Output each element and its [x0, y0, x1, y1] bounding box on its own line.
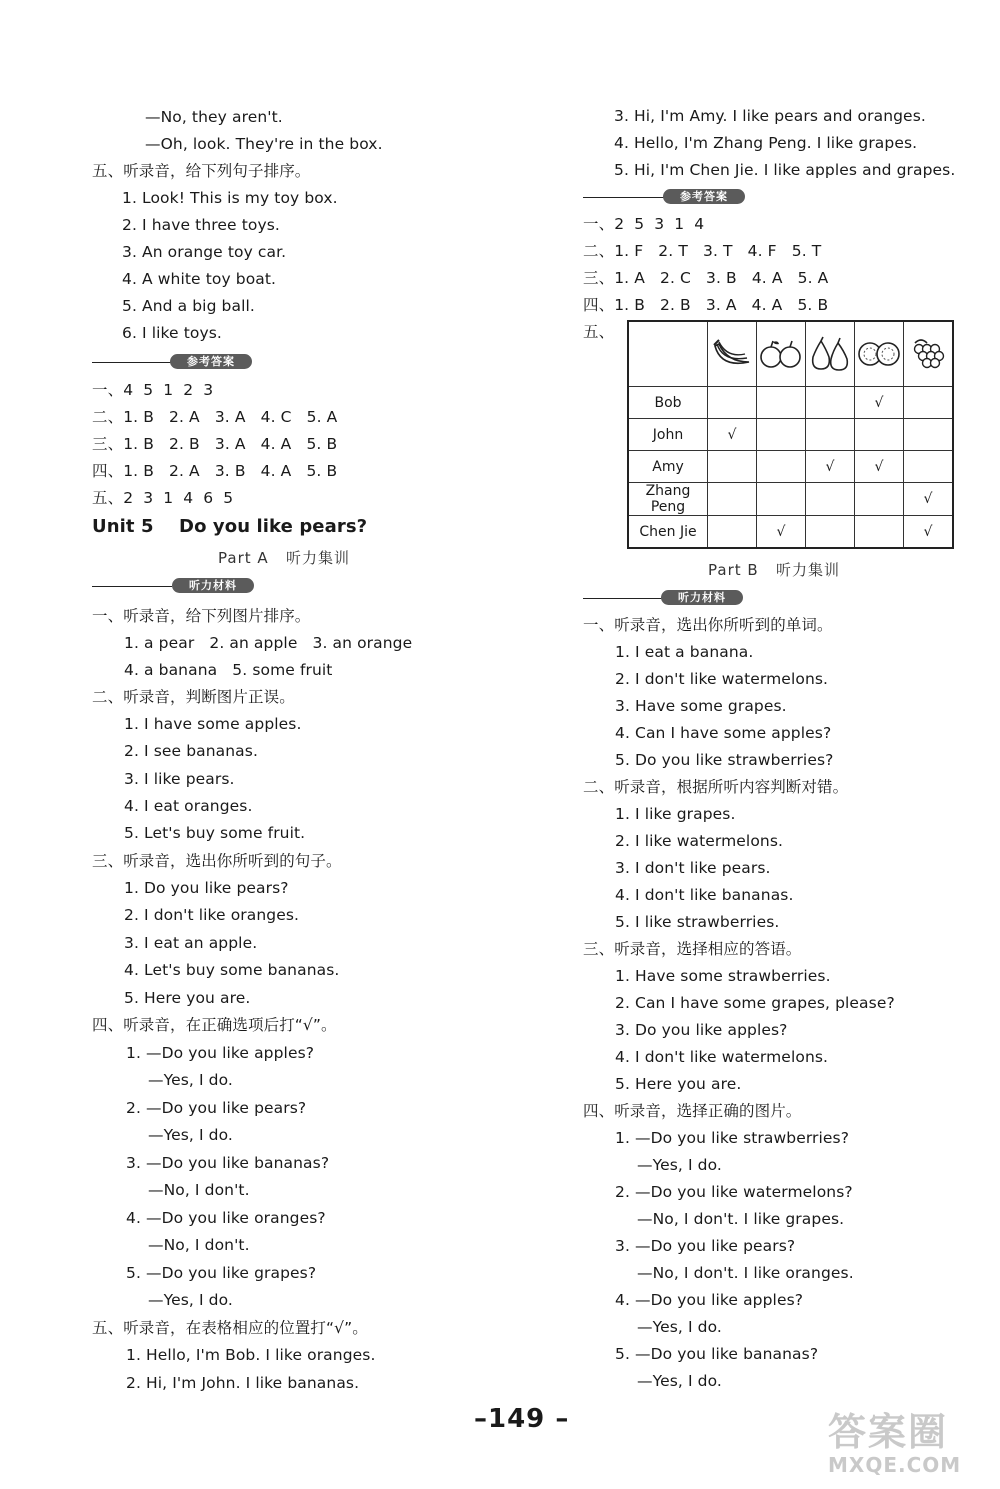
list-item: 1. a pear 2. an apple 3. an orange: [124, 634, 413, 652]
row-name: Bob: [628, 387, 708, 419]
pear-icon: [806, 321, 855, 387]
section-title: 三、听录音，选出你所听到的句子。: [92, 852, 342, 870]
table-cell: [855, 516, 904, 549]
list-item: 5. And a big ball.: [122, 297, 255, 315]
answers-divider: [583, 188, 763, 206]
list-item: 2. I don't like watermelons.: [615, 670, 829, 688]
table-cell: [904, 451, 954, 483]
listening-divider: [583, 589, 763, 607]
list-item: 4. A white toy boat.: [122, 270, 277, 288]
listening-badge: 听力材料: [661, 590, 743, 605]
watermark: [828, 1410, 988, 1480]
section-title: 五、听录音，在表格相应的位置打“√”。: [92, 1319, 368, 1337]
table-cell: [806, 516, 855, 549]
table-cell: [904, 387, 954, 419]
list-item: 5. Hi, I'm Chen Jie. I like apples and grapes.: [614, 161, 956, 179]
table-cell: [708, 451, 757, 483]
list-item: 3. Hi, I'm Amy. I like pears and oranges.: [614, 107, 926, 125]
list-item: —Yes, I do.: [637, 1372, 722, 1390]
orange-icon: [855, 321, 904, 387]
section-title: 一、听录音，给下列图片排序。: [92, 607, 311, 625]
list-item: 5. —Do you like grapes?: [126, 1264, 317, 1282]
page-number: –149 –: [474, 1404, 570, 1434]
list-item: 2. I like watermelons.: [615, 832, 784, 850]
table-cell: [708, 516, 757, 549]
answer-line: 一、4 5 1 2 3: [92, 381, 214, 399]
row-name: Zhang Peng: [628, 483, 708, 516]
table-cell: √: [708, 419, 757, 451]
text-line: —Oh, look. They're in the box.: [145, 135, 383, 153]
table-cell: √: [904, 516, 954, 549]
table-row: [628, 483, 953, 516]
list-item: —No, I don't. I like oranges.: [637, 1264, 854, 1282]
list-item: 4. I don't like watermelons.: [615, 1048, 829, 1066]
table-cell: [855, 483, 904, 516]
watermark-url: MXQE.COM: [828, 1453, 962, 1477]
list-item: 1. I have some apples.: [124, 715, 302, 733]
list-item: 4. Let's buy some bananas.: [124, 961, 340, 979]
listening-divider: [92, 577, 262, 595]
list-item: —No, I don't.: [148, 1181, 250, 1199]
list-item: —Yes, I do.: [637, 1318, 722, 1336]
answers-badge: 参考答案: [663, 189, 745, 204]
table-corner: [628, 321, 708, 387]
answer-line: 四、1. B 2. A 3. B 4. A 5. B: [92, 462, 338, 480]
list-item: —Yes, I do.: [148, 1071, 233, 1089]
table-cell: √: [855, 387, 904, 419]
section-title: 二、听录音，判断图片正误。: [92, 688, 295, 706]
list-item: 5. Here you are.: [615, 1075, 742, 1093]
table-cell: √: [757, 516, 806, 549]
list-item: 4. I eat oranges.: [124, 797, 253, 815]
section-title: 二、听录音，根据所听内容判断对错。: [583, 778, 849, 796]
table-cell: [708, 483, 757, 516]
table-row: [628, 387, 953, 419]
table-cell: [757, 451, 806, 483]
table-cell: [757, 419, 806, 451]
table-cell: [708, 387, 757, 419]
answer-line: 五、2 3 1 4 6 5: [92, 489, 234, 507]
banana-icon: [708, 321, 757, 387]
list-item: 4. I don't like bananas.: [615, 886, 794, 904]
table-cell: [806, 483, 855, 516]
list-item: 1. I eat a banana.: [615, 643, 754, 661]
list-item: 5. Let's buy some fruit.: [124, 824, 306, 842]
answer-line: 五、: [583, 323, 615, 341]
list-item: 1. Look! This is my toy box.: [122, 189, 338, 207]
table-row: [628, 419, 953, 451]
list-item: 4. Hello, I'm Zhang Peng. I like grapes.: [614, 134, 918, 152]
answer-line: 二、1. F 2. T 3. T 4. F 5. T: [583, 242, 822, 260]
table-cell: [855, 419, 904, 451]
section-title: 四、听录音，在正确选项后打“√”。: [92, 1016, 337, 1034]
table-cell: [757, 387, 806, 419]
list-item: 4. —Do you like oranges?: [126, 1209, 326, 1227]
text-line: —No, they aren't.: [145, 108, 283, 126]
part-title: Part A 听力集训: [218, 549, 350, 567]
list-item: 2. —Do you like pears?: [126, 1099, 307, 1117]
list-item: 2. Hi, I'm John. I like bananas.: [126, 1374, 360, 1392]
table-cell: [806, 387, 855, 419]
answer-line: 三、1. B 2. B 3. A 4. A 5. B: [92, 435, 338, 453]
row-name: Chen Jie: [628, 516, 708, 549]
list-item: 1. Hello, I'm Bob. I like oranges.: [126, 1346, 376, 1364]
list-item: 4. —Do you like apples?: [615, 1291, 804, 1309]
list-item: 1. Do you like pears?: [124, 879, 289, 897]
apple-icon: [757, 321, 806, 387]
answer-line: 二、1. B 2. A 3. A 4. C 5. A: [92, 408, 338, 426]
row-name: Amy: [628, 451, 708, 483]
list-item: 4. Can I have some apples?: [615, 724, 832, 742]
list-item: 2. I have three toys.: [122, 216, 280, 234]
list-item: 3. —Do you like bananas?: [126, 1154, 330, 1172]
fruit-table: [627, 320, 954, 549]
table-header-row: [628, 321, 953, 387]
list-item: 5. I like strawberries.: [615, 913, 780, 931]
list-item: 2. I don't like oranges.: [124, 906, 300, 924]
row-name: John: [628, 419, 708, 451]
answers-divider: [92, 353, 252, 371]
list-item: 3. Do you like apples?: [615, 1021, 788, 1039]
answer-line: 三、1. A 2. C 3. B 4. A 5. A: [583, 269, 829, 287]
table-row: [628, 451, 953, 483]
list-item: 2. —Do you like watermelons?: [615, 1183, 853, 1201]
list-item: 5. —Do you like bananas?: [615, 1345, 819, 1363]
table-cell: [806, 419, 855, 451]
table-cell: √: [904, 483, 954, 516]
table-row: [628, 516, 953, 549]
list-item: 3. An orange toy car.: [122, 243, 287, 261]
list-item: 3. I eat an apple.: [124, 934, 258, 952]
list-item: 1. —Do you like strawberries?: [615, 1129, 850, 1147]
list-item: 2. Can I have some grapes, please?: [615, 994, 895, 1012]
list-item: —No, I don't. I like grapes.: [637, 1210, 845, 1228]
list-item: 2. I see bananas.: [124, 742, 258, 760]
section-title: 五、听录音，给下列句子排序。: [92, 162, 311, 180]
list-item: 1. —Do you like apples?: [126, 1044, 315, 1062]
table-cell: [904, 419, 954, 451]
section-title: 四、听录音，选择正确的图片。: [583, 1102, 802, 1120]
list-item: —No, I don't.: [148, 1236, 250, 1254]
unit-title: Unit 5 Do you like pears?: [92, 516, 368, 537]
list-item: 6. I like toys.: [122, 324, 222, 342]
list-item: 3. I like pears.: [124, 770, 235, 788]
watermark-logo: 答案圈: [828, 1410, 949, 1454]
grapes-icon: [904, 321, 954, 387]
answer-line: 一、2 5 3 1 4: [583, 215, 705, 233]
list-item: —Yes, I do.: [637, 1156, 722, 1174]
list-item: —Yes, I do.: [148, 1291, 233, 1309]
section-title: 三、听录音，选择相应的答语。: [583, 940, 802, 958]
table-cell: √: [806, 451, 855, 483]
list-item: 4. a banana 5. some fruit: [124, 661, 333, 679]
section-title: 一、听录音，选出你所听到的单词。: [583, 616, 833, 634]
list-item: 5. Do you like strawberries?: [615, 751, 834, 769]
part-title: Part B 听力集训: [708, 561, 840, 579]
list-item: 5. Here you are.: [124, 989, 251, 1007]
list-item: 1. Have some strawberries.: [615, 967, 831, 985]
listening-badge: 听力材料: [172, 578, 254, 593]
list-item: —Yes, I do.: [148, 1126, 233, 1144]
table-cell: [757, 483, 806, 516]
table-cell: √: [855, 451, 904, 483]
answer-line: 四、1. B 2. B 3. A 4. A 5. B: [583, 296, 829, 314]
list-item: 1. I like grapes.: [615, 805, 736, 823]
list-item: 3. I don't like pears.: [615, 859, 771, 877]
answers-badge: 参考答案: [170, 354, 252, 369]
list-item: 3. Have some grapes.: [615, 697, 787, 715]
list-item: 3. —Do you like pears?: [615, 1237, 796, 1255]
